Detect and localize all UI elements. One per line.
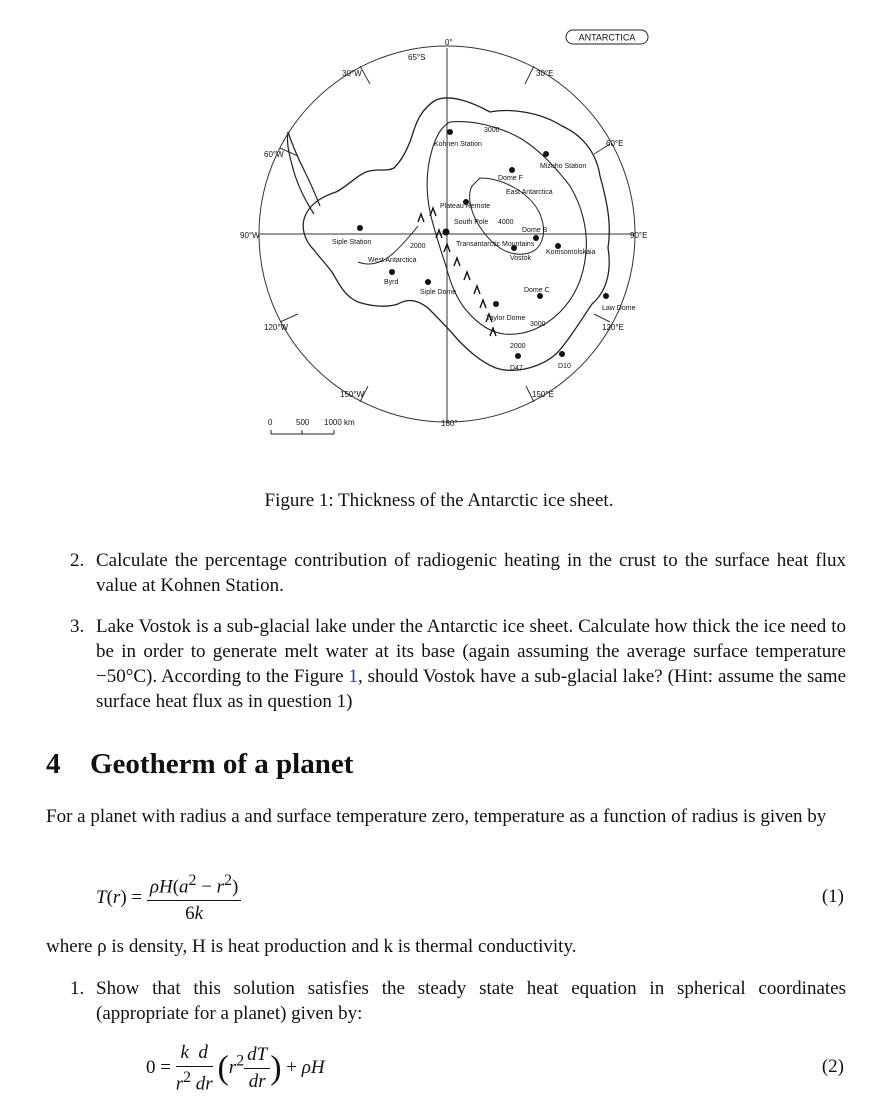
lon-label: 60°W xyxy=(264,150,284,159)
section-number: 4 xyxy=(46,748,61,780)
lon-label: 180° xyxy=(441,419,458,428)
lon-label: 90°E xyxy=(630,231,648,240)
lon-label: 150°W xyxy=(340,390,365,399)
station-label: Siple Station xyxy=(332,239,372,246)
station-label: South Pole xyxy=(454,219,489,226)
question-text: Calculate the percentage contribution of radiogenic heating in the crust to the surface heat flux value at Kohnen Station. xyxy=(96,550,846,596)
station-label: Plateau Remote xyxy=(440,203,491,210)
station-label: Law Dome xyxy=(602,305,636,312)
station-label: Kohnen Station xyxy=(434,141,482,148)
station-label: Taylor Dome xyxy=(486,315,526,322)
lon-label: 30°W xyxy=(342,69,362,78)
station-label: Vostok xyxy=(510,255,532,262)
station-label: Dome F xyxy=(498,175,523,182)
lon-label: 150°E xyxy=(532,390,554,399)
station-label: Komsomolskaia xyxy=(546,249,596,256)
scale-label: 500 xyxy=(296,418,310,427)
station-label: D47 xyxy=(510,365,523,372)
question-number: 3. xyxy=(70,616,85,637)
station-label: Transantarctic Mountains xyxy=(456,241,535,248)
contour-label: 2000 xyxy=(510,343,526,350)
lon-label: 120°W xyxy=(264,323,289,332)
lon-label: 60°E xyxy=(606,139,624,148)
figure-reference-link[interactable]: 1 xyxy=(348,666,358,687)
contour-label: 3000 xyxy=(530,321,546,328)
scale-label: 0 xyxy=(268,418,273,427)
question-text: Show that this solution satisfies the steady state heat equation in spherical coordinates (appropriate for a planet) given by: xyxy=(96,978,846,1024)
section-title: Geotherm of a planet xyxy=(90,748,354,780)
intro-paragraph: For a planet with radius a and surface temperature zero, temperature as a function of radius is given by xyxy=(46,806,827,827)
station-label: Siple Dome xyxy=(420,289,457,296)
contour-label: 4000 xyxy=(498,219,514,226)
question-1 xyxy=(70,976,846,1026)
equation-number: (2) xyxy=(821,1056,844,1077)
question-text: Lake Vostok is a sub-glacial lake under the Antarctic ice sheet. Calculate how thick the ice need to be in order to generate melt water at its base (again assuming the average surface temperature −50°C). According to the Figure 1, should Vostok have a sub-glacial lake? (Hint: assume the same surface heat flux as in question 1) xyxy=(96,616,847,712)
map-title: ANTARCTICA xyxy=(578,32,636,43)
scale-label: 1000 km xyxy=(324,418,355,427)
station-label: D10 xyxy=(558,363,571,370)
equation-2: 0 = $\frac{\text{k d}}{r^2 dr}$ ($r^2$ $\frac{dT}{dr}$ ) + ρH xyxy=(146,1042,325,1095)
section-heading xyxy=(46,748,353,781)
contour-label: 2000 xyxy=(410,243,426,250)
station-label: Mizuho Station xyxy=(540,163,587,170)
question-number: 2. xyxy=(70,550,85,571)
question-number: 1. xyxy=(70,978,85,999)
lon-label: 30°E xyxy=(536,69,554,78)
lon-label: 0° xyxy=(445,38,453,47)
station-label: Byrd xyxy=(384,279,399,286)
station-label: Dome C xyxy=(524,287,550,294)
equation-number: (1) xyxy=(821,886,844,907)
where-paragraph: where ρ is density, H is heat production and k is thermal conductivity. xyxy=(46,936,577,957)
lon-label: 90°W xyxy=(240,231,260,240)
contour-label: 3000 xyxy=(484,127,500,134)
lat-label: 65°S xyxy=(408,53,426,62)
station-label: Dome B xyxy=(522,227,548,234)
station-label: West Antarctica xyxy=(368,257,417,264)
equation-1: T(r) = $\frac{\rho H(a^2 - r^2)}{6k}$ xyxy=(96,872,241,925)
station-label: East Antarctica xyxy=(506,189,553,196)
lon-label: 120°E xyxy=(602,323,624,332)
figure-caption: Figure 1: Thickness of the Antarctic ice sheet. xyxy=(264,490,614,511)
question-2 xyxy=(70,548,846,598)
antarctica-map xyxy=(240,26,660,466)
question-3 xyxy=(70,614,846,714)
